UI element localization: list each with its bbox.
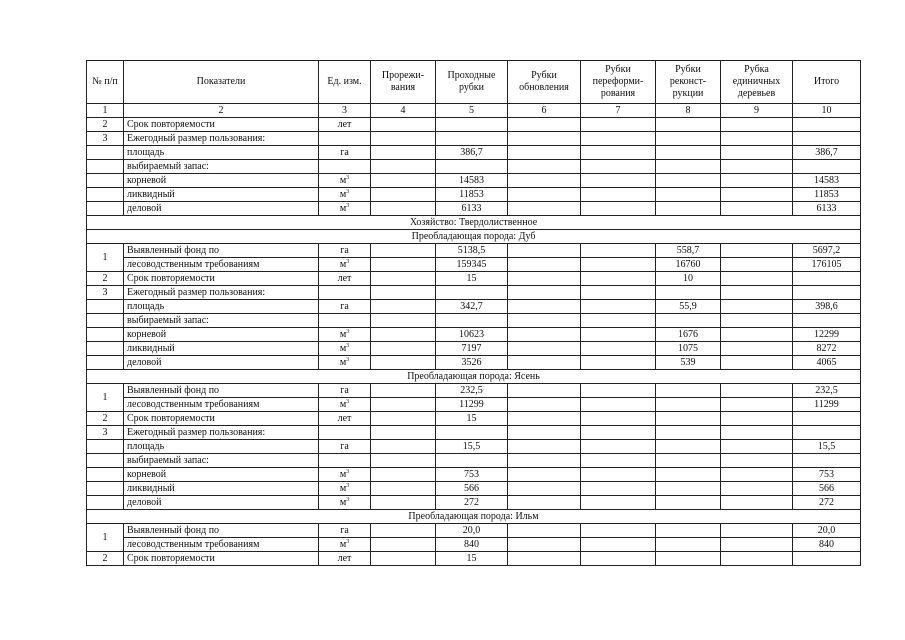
header-unit: Ед. изм. (319, 61, 371, 104)
table-row (87, 174, 861, 188)
total-cell: 20,0 (793, 524, 861, 538)
unit-cell: $м^3$ (319, 538, 371, 552)
row-number: 2 (87, 272, 124, 286)
col-num: 3 (319, 104, 371, 118)
value-cell: 15 (436, 412, 508, 426)
total-cell: 12299 (793, 328, 861, 342)
row-number: 2 (87, 412, 124, 426)
row-number: 1 (87, 524, 124, 552)
header-renewal-cuts: Рубки обновления (508, 61, 581, 104)
value-cell: 15,5 (436, 440, 508, 454)
value-cell: 159345 (436, 258, 508, 272)
total-cell: 398,6 (793, 300, 861, 314)
col-num: 6 (508, 104, 581, 118)
unit-cell: $м^3$ (319, 174, 371, 188)
row-label: площадь (124, 300, 319, 314)
unit-cell: $м^3$ (319, 188, 371, 202)
value-cell: 11299 (436, 398, 508, 412)
total-cell: 4065 (793, 356, 861, 370)
row-number: 2 (87, 552, 124, 566)
row-label: Выявленный фонд по (124, 244, 319, 258)
total-cell: 15,5 (793, 440, 861, 454)
table-row (87, 412, 861, 426)
unit-cell: $м^3$ (319, 482, 371, 496)
section-row (87, 510, 861, 524)
value-cell: 55,9 (656, 300, 721, 314)
table-row (87, 146, 861, 160)
row-label: корневой (124, 468, 319, 482)
row-label: Срок повторяемости (124, 552, 319, 566)
table-row (87, 440, 861, 454)
value-cell: 272 (436, 496, 508, 510)
value-cell: 15 (436, 272, 508, 286)
table-row (87, 454, 861, 468)
total-cell: 232,5 (793, 384, 861, 398)
total-cell: 566 (793, 482, 861, 496)
unit-cell: лет (319, 272, 371, 286)
total-cell: 5697,2 (793, 244, 861, 258)
table-row (87, 426, 861, 440)
row-label: лесоводственным требованиям (124, 398, 319, 412)
value-cell: 16760 (656, 258, 721, 272)
unit-cell: $м^3$ (319, 356, 371, 370)
total-cell: 6133 (793, 202, 861, 216)
col-num: 2 (124, 104, 319, 118)
table-row (87, 356, 861, 370)
total-cell: 386,7 (793, 146, 861, 160)
forest-use-table (86, 60, 861, 566)
unit-cell: $м^3$ (319, 496, 371, 510)
header-num: № п/п (87, 61, 124, 104)
header-total: Итого (793, 61, 861, 104)
total-cell: 176105 (793, 258, 861, 272)
row-label: деловой (124, 356, 319, 370)
row-label: лесоводственным требованиям (124, 258, 319, 272)
header-row (87, 61, 861, 104)
col-num: 10 (793, 104, 861, 118)
value-cell: 539 (656, 356, 721, 370)
col-num: 1 (87, 104, 124, 118)
col-num: 7 (581, 104, 656, 118)
total-cell: 272 (793, 496, 861, 510)
row-number: 1 (87, 384, 124, 412)
unit-cell: $м^3$ (319, 468, 371, 482)
value-cell: 5138,5 (436, 244, 508, 258)
row-label: корневой (124, 328, 319, 342)
header-reconstruction-cuts: Рубки реконст-рукции (656, 61, 721, 104)
row-label: Выявленный фонд по (124, 384, 319, 398)
row-label: Срок повторяемости (124, 412, 319, 426)
row-label: деловой (124, 202, 319, 216)
table-row (87, 300, 861, 314)
table-row (87, 118, 861, 132)
row-label: лесоводственным требованиям (124, 538, 319, 552)
column-number-row (87, 104, 861, 118)
section-heading: Хозяйство: Твердолиственное (87, 216, 861, 230)
table-row (87, 202, 861, 216)
section-heading: Преобладающая порода: Ильм (87, 510, 861, 524)
row-number: 3 (87, 286, 124, 300)
row-label: выбираемый запас: (124, 160, 319, 174)
section-heading: Преобладающая порода: Ясень (87, 370, 861, 384)
unit-cell: га (319, 146, 371, 160)
row-label: Выявленный фонд по (124, 524, 319, 538)
value-cell: 566 (436, 482, 508, 496)
row-label: Ежегодный размер пользования: (124, 286, 319, 300)
value-cell: 3526 (436, 356, 508, 370)
section-heading: Преобладающая порода: Дуб (87, 230, 861, 244)
row-label: площадь (124, 440, 319, 454)
value-cell: 1676 (656, 328, 721, 342)
total-cell: 11853 (793, 188, 861, 202)
table-row (87, 244, 861, 258)
total-cell: 8272 (793, 342, 861, 356)
section-row (87, 230, 861, 244)
value-cell: 15 (436, 552, 508, 566)
table-row (87, 384, 861, 398)
unit-cell: лет (319, 412, 371, 426)
row-label: корневой (124, 174, 319, 188)
unit-cell: га (319, 244, 371, 258)
unit-cell: $м^3$ (319, 342, 371, 356)
value-cell: 10623 (436, 328, 508, 342)
col-num: 9 (721, 104, 793, 118)
header-reformation-cuts: Рубки переформи-рования (581, 61, 656, 104)
table-row (87, 188, 861, 202)
table-row (87, 286, 861, 300)
header-passage-cuts: Проходные рубки (436, 61, 508, 104)
table-row (87, 398, 861, 412)
table-row (87, 160, 861, 174)
unit-cell: $м^3$ (319, 328, 371, 342)
value-cell: 342,7 (436, 300, 508, 314)
value-cell: 7197 (436, 342, 508, 356)
table-row (87, 538, 861, 552)
value-cell: 1075 (656, 342, 721, 356)
unit-cell: га (319, 440, 371, 454)
unit-cell: $м^3$ (319, 202, 371, 216)
table-row (87, 272, 861, 286)
row-label: выбираемый запас: (124, 454, 319, 468)
row-label: Ежегодный размер пользования: (124, 426, 319, 440)
table-row (87, 342, 861, 356)
row-label: Срок повторяемости (124, 272, 319, 286)
unit-cell: $м^3$ (319, 258, 371, 272)
unit-cell: $м^3$ (319, 398, 371, 412)
value-cell: 20,0 (436, 524, 508, 538)
row-number: 2 (87, 118, 124, 132)
value-cell: 753 (436, 468, 508, 482)
value-cell: 232,5 (436, 384, 508, 398)
total-cell: 753 (793, 468, 861, 482)
header-thinning: Прорежи-вания (371, 61, 436, 104)
row-label: деловой (124, 496, 319, 510)
row-label: Срок повторяемости (124, 118, 319, 132)
unit-cell: га (319, 524, 371, 538)
value-cell: 386,7 (436, 146, 508, 160)
row-label: Ежегодный размер пользования: (124, 132, 319, 146)
value-cell: 840 (436, 538, 508, 552)
value-cell: 6133 (436, 202, 508, 216)
value-cell: 10 (656, 272, 721, 286)
row-label: площадь (124, 146, 319, 160)
value-cell: 14583 (436, 174, 508, 188)
unit-cell: лет (319, 552, 371, 566)
header-indicators: Показатели (124, 61, 319, 104)
row-label: ликвидный (124, 342, 319, 356)
section-row (87, 370, 861, 384)
table-row (87, 258, 861, 272)
value-cell: 558,7 (656, 244, 721, 258)
header-single-tree-cut: Рубка единичных деревьев (721, 61, 793, 104)
table-row (87, 314, 861, 328)
value-cell: 11853 (436, 188, 508, 202)
table-row (87, 328, 861, 342)
total-cell: 14583 (793, 174, 861, 188)
row-label: ликвидный (124, 188, 319, 202)
row-number: 3 (87, 426, 124, 440)
row-number: 3 (87, 132, 124, 146)
unit-cell: га (319, 384, 371, 398)
col-num: 4 (371, 104, 436, 118)
table-row (87, 496, 861, 510)
section-row (87, 216, 861, 230)
row-label: выбираемый запас: (124, 314, 319, 328)
row-label: ликвидный (124, 482, 319, 496)
table-row (87, 482, 861, 496)
total-cell: 840 (793, 538, 861, 552)
table-row (87, 468, 861, 482)
table-row (87, 132, 861, 146)
unit-cell: га (319, 300, 371, 314)
total-cell: 11299 (793, 398, 861, 412)
col-num: 5 (436, 104, 508, 118)
table-row (87, 552, 861, 566)
table-row (87, 524, 861, 538)
unit-cell: лет (319, 118, 371, 132)
row-number: 1 (87, 244, 124, 272)
col-num: 8 (656, 104, 721, 118)
